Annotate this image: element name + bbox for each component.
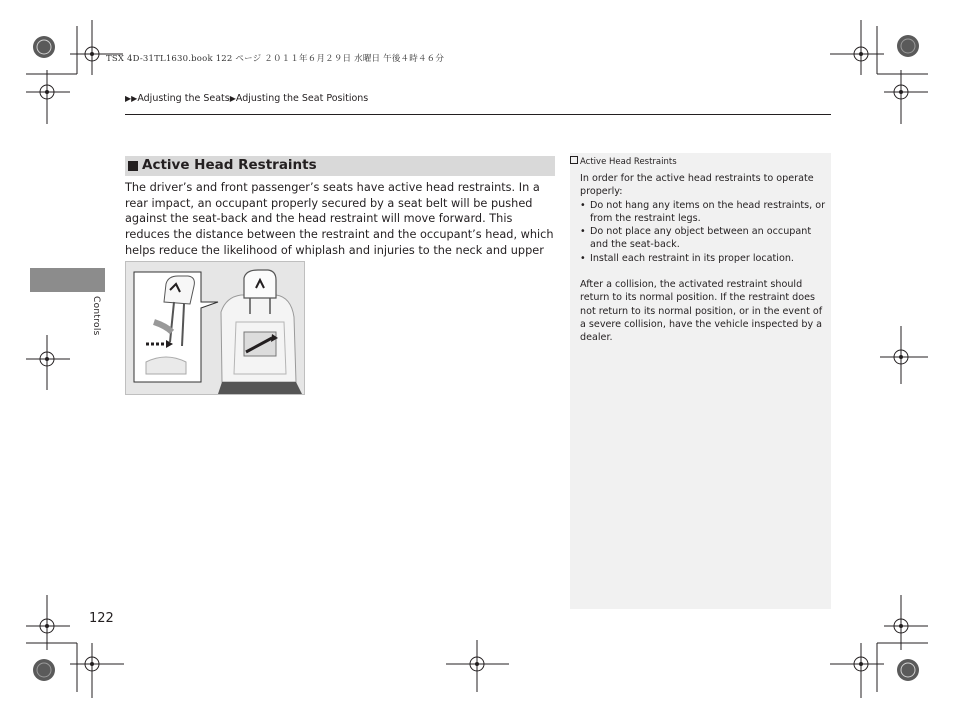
sidebar-intro: In order for the active head restraints to operate properly: — [580, 173, 814, 198]
list-item: • Install each restraint in its proper location. — [580, 252, 826, 265]
chapter-tab[interactable] — [30, 268, 105, 292]
section-title: Active Head Restraints — [142, 157, 317, 173]
head-restraint-illustration — [125, 261, 305, 395]
chapter-tab-label: Controls — [91, 296, 101, 336]
note-icon — [570, 156, 578, 164]
list-item: • Do not hang any items on the head restraints, or from the restraint legs. — [580, 199, 826, 226]
breadcrumb-link-seats[interactable]: Adjusting the Seats — [137, 93, 230, 104]
print-header: TSX 4D-31TL1630.book 122 ページ ２０１１年６月２９日 水曜日 午後４時４６分 — [106, 54, 445, 64]
body-paragraph: The driver’s and front passenger’s seats have active head restraints. In a rear impact, an occupant properly secured by a seat belt will be pushed against the seat-back and the head restraint will move forward. This reduces the distance between the restraint and the occupant’s head, which helps reduce the likelihood of whiplash and injuries to the neck and upper — [125, 181, 554, 257]
breadcrumb-arrows-icon: ▶▶ — [125, 94, 138, 103]
section-heading — [125, 156, 555, 176]
page-number: 122 — [89, 611, 114, 626]
breadcrumb — [125, 93, 368, 104]
header-rule — [125, 114, 831, 115]
sidebar-body — [580, 172, 826, 345]
sidebar-title — [570, 156, 677, 167]
seat-illustration-icon — [126, 262, 304, 394]
breadcrumb-current: Adjusting the Seat Positions — [235, 93, 369, 104]
breadcrumb-separator-icon: ▶ — [229, 94, 236, 103]
list-item: • Do not place any object between an occupant and the seat-back. — [580, 225, 826, 252]
sidebar-title-text: Active Head Restraints — [580, 157, 677, 167]
sidebar-note — [570, 153, 831, 609]
section-square-icon — [128, 161, 138, 171]
sidebar-closing: After a collision, the activated restraint should return to its normal position. If the restraint does not return to its normal position, or in the event of a severe collision, have the vehicle inspected by a dealer. — [580, 279, 823, 344]
sidebar-bullet-list — [580, 199, 826, 265]
